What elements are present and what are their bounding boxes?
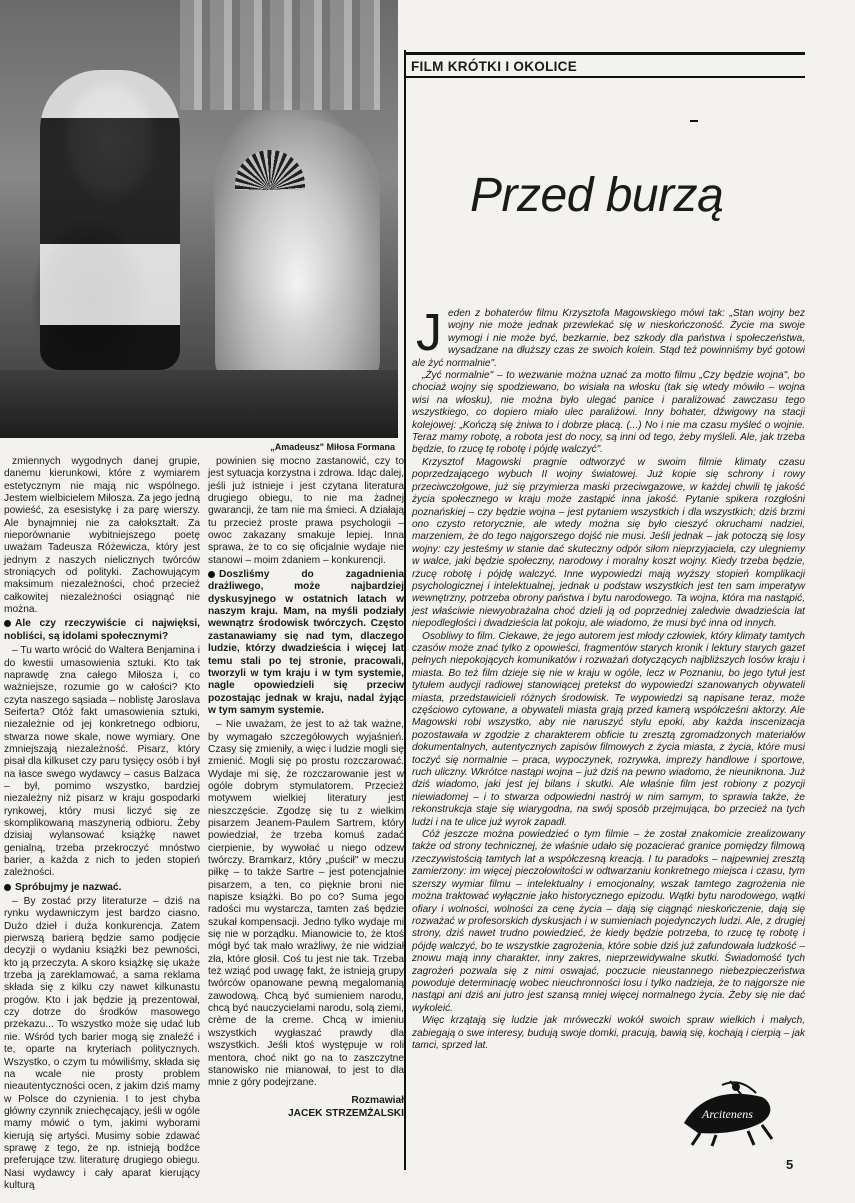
article-paragraph: Więc krzątają się ludzie jak mróweczki wokół swoich spraw wielkich i małych, zabiegają o swe interesy, budują swoje domki, pracują, bawią się, kochają i cierpią – jak tamci, sprzed lat.: [412, 1015, 805, 1051]
article-paragraph: Osobliwy to film. Ciekawe, że jego autorem jest młody człowiek, który klimaty tamtych czasów może znać tylko z opowieści, fragmentów starych kronik i lektury starych gazet pełnych niepokojących komunikatów i rozważań dotyczących najbliższych losów kraju i miasta. Bo też film dzieje się nie w kraju w ogóle, lecz w Poznaniu, bo jego tytuł jest tytułem audycji radiowej stanowiącej pretekst do wypowiedzi szanowanych obywateli miasta, przedstawicieli różnych środowisk. Te wypowiedzi są napisane teraz, może częściowo cytowane, a obywateli miasta grają przed kamerą współcześni aktorzy. Ale Magowski robi wszystko, aby nie naruszyć stylu epoki, aby każda inscenizacja pozostawała w zgodzie z charakterem obficie tu zresztą zgromadzonych materiałów dokumentalnych, autentycznych zapisów filmowych z życia miasta, z życia, które musi toczyć się normalnie – praca, wypoczynek, rozrywka, imprezy handlowe i sportowe, ruch uliczny. Wkrótce nastąpi wojna – już dziś na pewno wiadomo, że nieuniknona. Już dziś wiadomo, jaki jest jej bilans i skutki. Ale właśnie film jest robiony z pozycji niewiadomej – i to stwarza odpowiedni nastrój w nim samym, to sprawia także, że rekonstrukcja staje się wiarygodna, na swój sposób przejmująca, bo przecież na tych ludzi i na te ulice już wyrok zapadł.: [412, 630, 805, 828]
article-title: Przed burzą: [470, 169, 724, 222]
photo-figure-woman: [215, 120, 380, 390]
article-paragraph: Cóż jeszcze można powiedzieć o tym filmie – że został znakomicie zrealizowany także od strony technicznej, że właśnie udało się pozacierać granice pomiędzy filmową rzeczywistością tamtych lat a współczesną kreacją. I tu paradoks – najpewniej zresztą zamierzony: im więcej pieczołowitości w odtwarzaniu konkretnego miejsca i czasu, tym szerszy wymiar filmu – intelektualny i emocjonalny, wszak tamtego zagrożenia nie można traktować wyłącznie jako historycznego epizodu. Wątki bytu narodowego, wątki ofiary i wolności, wolności za cenę życia – dają się ciągnąć nieskończenie, dają się rozważać w profesorskich dyskusjach i w sumieniach pojedynczych ludzi. Ale, z drugiej strony, dziś nawet trudno powiedzieć, że kiedy będzie potrzeba, to rzucę tę robotę i pójdę walczyć, bo te wszystkie zagrożenia, które sobie dziś już zafundowała ludzkość – znowu mają inny charakter, inny zakres, nieprzewidywalne skutki. Świadomość tych zagrożeń pozwala się z nimi oswajać, poczucie nieustannego niebezpieczeństwa powoduje determinację wobec nieuchronności losu i tylko nadzieja, że to najgorsze nie nastąpi ani dziś ani jutro jest szansą mniej więcej normalnego życia. Żeby się nie dać wykoleić.: [412, 829, 805, 1014]
interview-paragraph: – Tu warto wrócić do Waltera Benjamina i do kwestii umasowienia sztuki. Kto tak naprawdę zna całego Miłosza i, co ważniejsze, rozumie go w całości? Kto czyta naszego sąsiada – noblistę Jaroslava Seiferta? Otóż fakt umasowienia sztuki, niezależnie od jej konkretnego odbioru, stwarza nowe skale, nowe wymiary. One zmniejszają niezależność. Pisarz, który pisał dla kilkuset czy paru tysięcy osób i był na łasce swego wydawcy – casus Balzaca – był, pomimo wszystko, bardziej niezależny niż pisarz w kraju gospodarki rynkowej, który musi liczyć się ze skomplikowaną maszynerią odbioru. Żeby dzisiaj wylansować książkę nawet genialną, trzeba przekroczyć mnóstwo barier, a każda z nich to jeden stopień zależności.: [4, 645, 200, 879]
article-paragraph: „Żyć normalnie" – to wezwanie można uznać za motto filmu „Czy będzie wojna", bo chociaż wojny się spodziewano, bo wisiała na włosku (tak się wtedy mówiło – wojna wisi na włosku), nie można było ulegać panice i paraliżować zawczasu tego wszystkiego, co dopiero miało ulec paraliżowi. Inny bohater, dźwigowy na stacji kolejowej: „Kończą się żniwa to i dobrze płacą. (...) No i nie ma czasu myśleć o wojnie. Teraz mamy robotę, a robota jest do nocy, są inni od tego, żeby myśleli. Ale, jak trzeba będzie, to rzucę tę robotę i pójdę walczyć".: [412, 370, 805, 456]
header-rule-bottom: [405, 76, 805, 78]
bullet-dot: [4, 884, 11, 891]
interview-question: Ale czy rzeczywiście ci najwięksi, nobliści, są idolami społecznymi?: [4, 618, 200, 642]
bullet-dot: [208, 571, 215, 578]
interview-question: Doszliśmy do zagadnienia drażliwego, może najbardziej dyskusyjnego w ostatnich latach w naszym kraju. Mam, na myśli podziały wewnątrz środowisk twórczych. Często zastanawiamy się nad tym, dlaczego ludzie, którzy dwadzieścia i więcej lat temu stali po tej stronie, pracowali, tworzyli w tym kraju i w tym systemie, nagle opowiedzieli się przeciw pozostając jednak w kraju, nadal żyjąc w tym samym systemie.: [208, 569, 404, 716]
article-paragraph: Krzysztof Magowski pragnie odtworzyć w swoim filmie klimaty czasu poprzedzającego wybuch II wojny światowej. Już kopie się schrony i rowy przeciwczołgowe, już się przymierza maski przeciwgazowe, w każdej chwili tę jakość życia społecznego w kraju może zastąpić inna jakość. Pytanie spikera rozgłośni poznańskiej – czy będzie wojna – jest pytaniem wszystkich i dla wszystkich; dziś brzmi ono czysto retorycznie, ale wtedy można się było cieszyć okruchami nadziei, marzeniem, że do tego najgorszego dojść nie musi. Jeśli jednak – jak potoczą się losy wojny: czy jesteśmy w stanie dać skuteczny odpór siłom nieprzyjaciela, czy ulegniemy w walce, jaki będzie społeczny, narodowy i moralny koszt wojny. Kiedy trzeba będzie, rzucę robotę i pójdę walczyć. Inne wypowiedzi mają wyższy stopień komplikacji psychologicznej i intelektualnej, jednak u podstaw wszystkich jest ten sam imperatyw wewnętrzny, potrzeba obrony państwa i bytu narodowego. Ta wojna, która ma nastąpić, jest właściwie niewyobrażalna choć dzieli ją od poprzedniej zaledwie dwadzieścia lat niepodległości i dwadzieścia lat pokoju, ale wiadomo, że musi być inna od innych.: [412, 456, 805, 630]
interview-column-2: [208, 456, 404, 1120]
article-body: [412, 304, 805, 1052]
page-number: 5: [786, 1157, 794, 1172]
photo-figure-man: [40, 70, 180, 370]
interview-paragraph: – By zostać przy literaturze – dziś na rynku wydawniczym jest bardzo ciasno. Dużo dzieł i duża konkurencja. Zatem pierwszą barierą będzie samo podjęcie decyzji o wydaniu książki bez pewności, kto ją przeczyta. A skoro książkę się ukaże trzeba ją zareklamować, a sama reklama składa się z kilku czy nawet kilkunastu progów. Kto i jak będzie ją prezentował, czy dotrze do środków masowego przekazu... To wszystko może się udać lub nie. Wśród tych barier mogą się znaleźć i te, oparte na kryteriach politycznych. Wszystko, o czym tu mówiliśmy, składa się na wcale nie prosty problem nieautentyczności ocen, z jakim dziś mamy w Polsce do czynienia. I to jest chyba główny czynnik zniechęcający, jeśli w ogóle mamy mówić o tym, jakimi wyborami kierują się artyści. Musimy sobie zdawać sprawę z tego, że np. istnieją bodźce preferujące tzw. literaturę drugiego obiegu. Nasi wydawcy i cały aparat kierujący kulturą: [4, 896, 200, 1191]
drop-cap: J: [416, 304, 442, 362]
photo-caption: „Amadeusz" Miłosa Formana: [270, 442, 395, 452]
arcitenens-logo: [670, 1075, 790, 1147]
logo-text: Arcitenens: [696, 1105, 759, 1124]
section-header: [405, 52, 805, 78]
signature-label: Rozmawiał: [351, 1094, 404, 1106]
column-divider: [404, 50, 406, 1170]
bullet-dot: [4, 620, 11, 627]
interview-question: Spróbujmy je nazwać.: [4, 882, 200, 894]
interview-paragraph: – Nie uważam, że jest to aż tak ważne, by wymagało szczegółowych wyjaśnień. Czasy się zmieniły, a więc i ludzie mogli się zmienić. Mogli się po prostu rozczarować. Wydaje mi się, że rozczarowanie jest w ogóle dobrym stymulatorem. Przecież motywem wielkiej literatury jest nieszczęście. Zgodzę się tu z wielkim pisarzem Jeanem-Paulem Sartrem, który powiedział, że trzeba komuś zadać cierpienie, by wywołać u niego odzew twórczy. Bramkarz, który „puścił" w meczu piłkę – to także Sartre – jest potencjalnie pisarzem, a ten, co pięknie broni nie napisze książki. Bo po co? Suma jego radości mu wystarcza, tamten zaś będzie szukał kompensacji. Jedno tylko wydaje mi się nie w porządku. Mianowicie to, że ktoś mógł być tak mało wrażliwy, że nie widział zła, które głosił. Coś tu jest nie tak. Trzeba też wziąć pod uwagę fakt, że istnieją grupy twórców opanowane pewną megalomanią zawodową. Chcą być sumieniem narodu, chcą być nauczycielami narodu, solą ziemi, crème de la creme. Chcą w imieniu wszystkich wygłaszać prawdy dla wszystkich. Jeśli ktoś występuje w roli mentora, choć nikt go na to zaszczytne stanowisko nie mianował, to jest to dla mnie z góry podejrzane.: [208, 719, 404, 1089]
interview-column-1: [4, 456, 200, 1192]
section-title: FILM KRÓTKI I OKOLICE: [411, 59, 578, 74]
signature-name: JACEK STRZEMŻALSKI: [287, 1107, 404, 1119]
photo-curtain: [180, 0, 380, 110]
interview-paragraph: zmiennych wygodnych danej grupie, danemu kierunkowi, które z wymiarem estetycznym nie mają nic wspólnego. Jestem wielbicielem Miłosza. Za jego jedną powieść, za esesistykę i za parę wierszy. Ale bynajmniej nie za całokształt. Za nieporównanie wybitniejszego poetę uważam Tadeusza Różewicza, który jest jednym z naszych nielicznych twórców stroniących od polityki. Zachowującym maksimum niezależności, choć przecież całkowitej niezależności osiągnąć nie można.: [4, 456, 200, 616]
article-paragraph: Jeden z bohaterów filmu Krzysztofa Magowskiego mówi tak: „Stan wojny bez wojny nie może jednak przewlekać się w nieskończoność. Życie ma swoje wymogi i nie może być, bezkarnie, bez szkody dla państwa i społeczeństwa, wysadzane na dłuższy czas ze swoich kolein. Stąd też powinniśmy być gotowi ale żyć normalnie".: [412, 304, 805, 369]
interview-signature: [208, 1094, 404, 1120]
photo-floor: [0, 370, 398, 438]
film-still-photo: [0, 0, 398, 438]
mark-dash: [690, 120, 698, 122]
interview-paragraph: powinien się mocno zastanowić, czy to jest sytuacja korzystna i zdrowa. Idąc dalej, jeśli już istnieje i jest czytana literatura drugiego obiegu, to nie ma żadnej gwarancji, że tam nie ma śmieci. A działają tu przecież proste prawa psychologii – owoc zakazany smakuje lepiej. Inna sprawa, że to co się oficjalnie wydaje nie stanowi – moim zdaniem – konkurencji.: [208, 456, 404, 566]
